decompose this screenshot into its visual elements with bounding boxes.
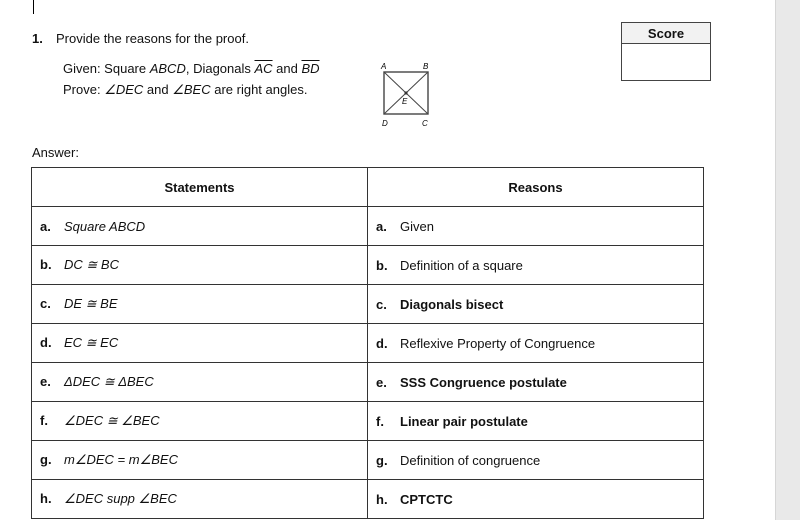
proof-table-body bbox=[32, 207, 704, 519]
vertex-a-label: A bbox=[381, 62, 387, 71]
statement-text: ΔDEC ≅ ΔBEC bbox=[64, 374, 154, 389]
statement-letter: e. bbox=[40, 374, 51, 389]
statement-letter: c. bbox=[40, 296, 51, 311]
score-label: Score bbox=[622, 23, 710, 44]
statement-cell[interactable] bbox=[32, 402, 368, 441]
reason-cell[interactable] bbox=[368, 285, 704, 324]
prove-and: and bbox=[143, 82, 173, 97]
reason-cell[interactable] bbox=[368, 324, 704, 363]
reason-letter: a. bbox=[376, 218, 387, 234]
vertical-scrollbar[interactable] bbox=[775, 0, 800, 520]
reason-cell[interactable] bbox=[368, 363, 704, 402]
reason-text: Linear pair postulate bbox=[400, 413, 528, 429]
statement-text: m∠DEC = m∠BEC bbox=[64, 452, 178, 467]
statement-cell[interactable] bbox=[32, 441, 368, 480]
prove-angle-bec: ∠BEC bbox=[172, 82, 211, 97]
given-segment-ac: $\overline{AC}$ bbox=[254, 61, 273, 76]
reason-cell[interactable] bbox=[368, 480, 704, 519]
statement-text: ∠DEC supp ∠BEC bbox=[64, 491, 177, 506]
score-field[interactable] bbox=[622, 44, 710, 80]
reason-letter: h. bbox=[376, 491, 388, 507]
statement-cell[interactable] bbox=[32, 246, 368, 285]
statement-letter: g. bbox=[40, 452, 52, 467]
table-row bbox=[32, 480, 704, 519]
table-row bbox=[32, 402, 704, 441]
reasons-header: Reasons bbox=[368, 168, 704, 207]
statement-cell[interactable] bbox=[32, 324, 368, 363]
question-text: Provide the reasons for the proof. bbox=[56, 31, 249, 46]
reason-text: Given bbox=[400, 218, 434, 234]
table-row bbox=[32, 324, 704, 363]
score-box bbox=[621, 22, 711, 81]
table-row bbox=[32, 441, 704, 480]
reason-text: Definition of congruence bbox=[400, 452, 541, 468]
statement-letter: f. bbox=[40, 413, 48, 428]
statement-letter: a. bbox=[40, 218, 51, 234]
text-cursor bbox=[33, 0, 34, 14]
statement-cell[interactable] bbox=[32, 207, 368, 246]
reason-letter: f. bbox=[376, 413, 384, 429]
statement-text: Square ABCD bbox=[64, 218, 146, 234]
center-point bbox=[404, 91, 407, 94]
given-and: and bbox=[272, 61, 302, 76]
statements-header: Statements bbox=[32, 168, 368, 207]
reason-letter: d. bbox=[376, 335, 388, 351]
reason-text: CPTCTC bbox=[400, 491, 453, 507]
table-row bbox=[32, 363, 704, 402]
given-segment-bd: $\overline{BD}$ bbox=[301, 61, 320, 76]
given-line bbox=[63, 61, 320, 76]
given-mid: , Diagonals bbox=[185, 61, 255, 76]
reason-cell[interactable] bbox=[368, 246, 704, 285]
answer-label: Answer: bbox=[32, 145, 79, 160]
statement-text: EC ≅ EC bbox=[64, 335, 119, 350]
table-row bbox=[32, 246, 704, 285]
statement-text: DE ≅ BE bbox=[64, 296, 118, 311]
given-prefix: Given: Square bbox=[63, 61, 150, 76]
reason-cell[interactable] bbox=[368, 441, 704, 480]
proof-table bbox=[31, 167, 704, 519]
statement-text: DC ≅ BC bbox=[64, 257, 119, 272]
center-e-label: E bbox=[402, 97, 408, 106]
statement-letter: d. bbox=[40, 335, 52, 350]
reason-cell[interactable] bbox=[368, 207, 704, 246]
prove-angle-dec: ∠DEC bbox=[104, 82, 144, 97]
reason-text: Diagonals bisect bbox=[400, 296, 504, 312]
prove-line bbox=[63, 82, 307, 98]
vertex-d-label: D bbox=[382, 119, 388, 128]
question-number: 1. bbox=[32, 31, 43, 46]
reason-letter: g. bbox=[376, 452, 388, 468]
statement-letter: b. bbox=[40, 257, 52, 272]
statement-text: ∠DEC ≅ ∠BEC bbox=[64, 413, 160, 428]
table-header-row bbox=[32, 168, 704, 207]
reason-cell[interactable] bbox=[368, 402, 704, 441]
statement-cell[interactable] bbox=[32, 480, 368, 519]
table-row bbox=[32, 207, 704, 246]
prove-suffix: are right angles. bbox=[210, 82, 308, 97]
reason-letter: e. bbox=[376, 374, 387, 390]
square-diagram bbox=[376, 58, 436, 130]
reason-letter: b. bbox=[376, 257, 388, 273]
reason-letter: c. bbox=[376, 296, 387, 312]
given-square: ABCD bbox=[149, 61, 186, 76]
prove-prefix: Prove: bbox=[63, 82, 105, 97]
reason-text: Reflexive Property of Congruence bbox=[400, 335, 596, 351]
reason-text: Definition of a square bbox=[400, 257, 523, 273]
statement-cell[interactable] bbox=[32, 363, 368, 402]
vertex-b-label: B bbox=[423, 62, 429, 71]
table-row bbox=[32, 285, 704, 324]
vertex-c-label: C bbox=[422, 119, 428, 128]
statement-letter: h. bbox=[40, 491, 52, 506]
reason-text: SSS Congruence postulate bbox=[400, 374, 567, 390]
statement-cell[interactable] bbox=[32, 285, 368, 324]
